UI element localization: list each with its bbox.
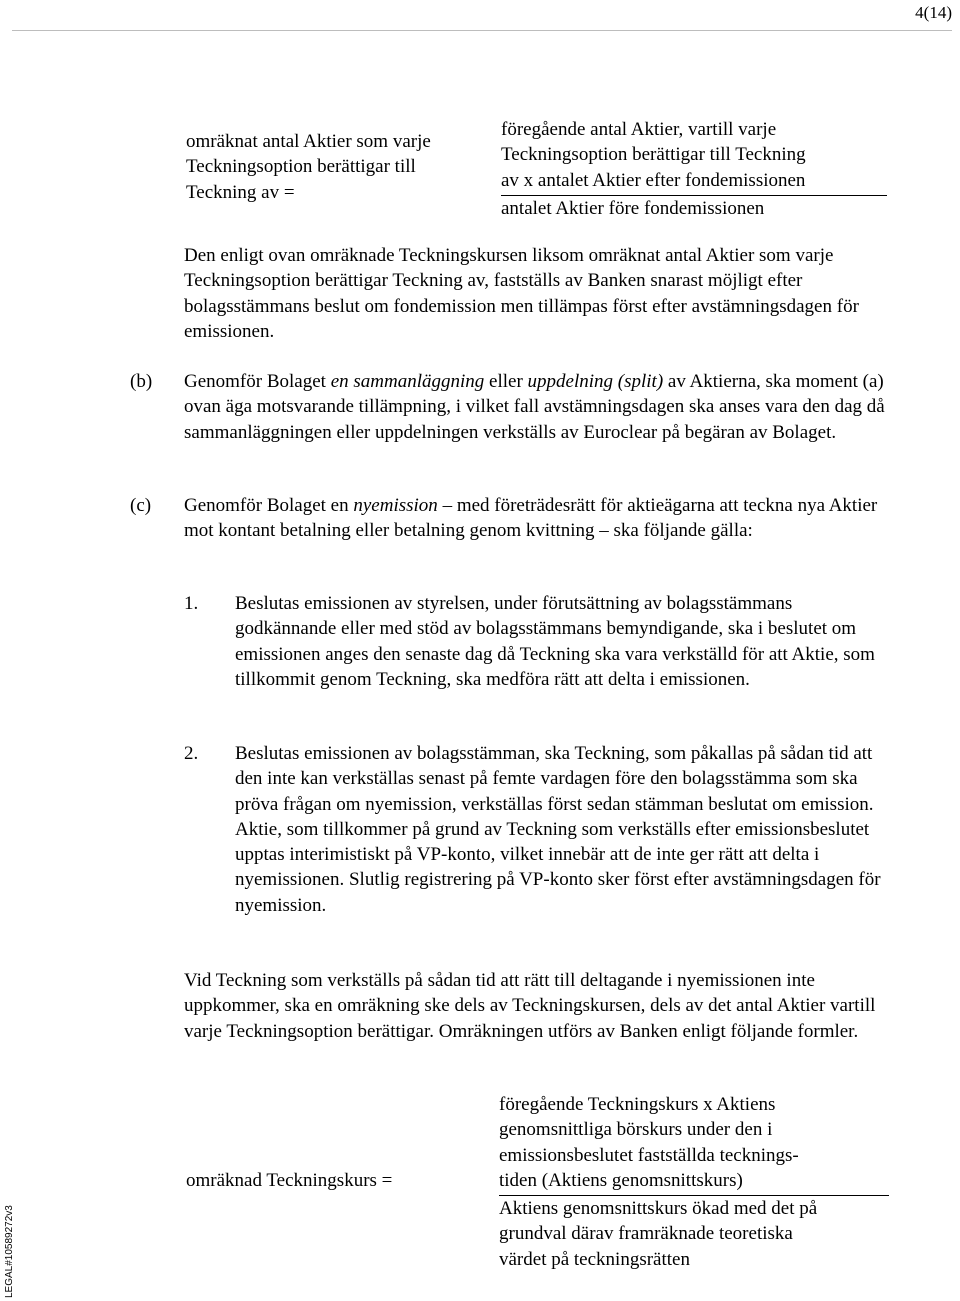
document-id-side-label: LEGAL#10589272v3: [4, 1205, 15, 1298]
item-b-em-sammanlaggning: en sammanläggning: [330, 371, 485, 392]
formula2-denominator-line: värdet på teckningsrätten: [499, 1248, 690, 1270]
paragraph-vid-teckning: Vid Teckning som verkställs på sådan tid att rätt till deltagande i nyemissionen inte uppkommer, ska en omräkning ske dels av Teckningskursen, dels av det antal Aktier vartill varje Teckningsoption berättigar. Omräkningen utförs av Banken enligt följande formler.: [184, 970, 876, 1042]
formula1-denominator: antalet Aktier före fondemissionen: [501, 197, 765, 219]
formula2-denominator-line: grundval därav framräknade teoretiska: [499, 1223, 793, 1245]
item-b-text: [184, 369, 904, 445]
formula1-lhs-line: Teckning av =: [186, 181, 295, 203]
formula2-fraction: [499, 1092, 889, 1272]
formula1-lhs: [186, 129, 486, 205]
sub-item-1-number: 1.: [184, 593, 199, 614]
formula2-numerator-line: tiden (Aktiens genomsnittskurs): [499, 1169, 743, 1191]
sub-item-1-text: Beslutas emissionen av styrelsen, under förutsättning av bolagsstämmans godkännande eller med stöd av bolagsstämmans bemyndigande, ska i beslutet om emissionen anges den senaste dag då Teckning ska vara verkställd för att Aktie, som tillkommit genom Teckning, ska medföra rätt att delta i emissionen.: [235, 593, 875, 690]
item-b-post: av Aktierna, ska moment (a) ovan äga motsvarande tillämpning, i vilket fall avstämningsdagen ska anses vara den dag då sammanläggningen eller uppdelningen verkställs av Euroclear på begäran av Bolaget.: [184, 371, 885, 443]
formula2-numerator-line: föregående Teckningskurs x Aktiens: [499, 1094, 776, 1115]
item-b-label: (b): [130, 371, 153, 392]
item-b-em-uppdelning: uppdelning (split): [527, 371, 664, 392]
formula1-numerator-line: Teckningsoption berättigar till Teckning: [501, 144, 806, 166]
formula2-denominator: [499, 1196, 889, 1272]
paragraph-fondemission: Den enligt ovan omräknade Teckningskursen liksom omräknat antal Aktier som varje Teckningsoption berättigar Teckning av, fastställs av Banken snarast möjligt efter bolagsstämmans beslut om fondemission men tillämpas först efter avstämningsdagen för emissionen.: [184, 245, 859, 342]
formula2-lhs: omräknad Teckningskurs =: [186, 1170, 393, 1191]
formula2-numerator-line: genomsnittliga börskurs under den i: [499, 1119, 773, 1141]
item-b-pre: Genomför Bolaget: [184, 371, 331, 392]
formula1-numerator: [501, 117, 887, 196]
item-b-mid: eller: [484, 371, 528, 392]
item-c-pre: Genomför Bolaget en: [184, 495, 354, 516]
item-c-post: – med företrädesrätt för aktieägarna att teckna nya Aktier mot kontant betalning eller betalning genom kvittning – ska följande gälla:: [184, 495, 878, 542]
item-c-em-nyemission: nyemission: [353, 495, 438, 516]
formula2-denominator-line: Aktiens genomsnittskurs ökad med det på: [499, 1198, 818, 1220]
page-number: 4(14): [915, 3, 952, 22]
formula2-numerator: [499, 1092, 889, 1196]
formula1-lhs-line: Teckningsoption berättigar till: [186, 156, 416, 178]
item-c-text: [184, 493, 904, 544]
header-divider: [12, 30, 952, 31]
formula1-fraction: [501, 117, 887, 221]
formula1-numerator-line: av x antalet Aktier efter fondemissionen: [501, 169, 806, 191]
item-c-label: (c): [130, 495, 152, 516]
formula1-lhs-line: omräknat antal Aktier som varje: [186, 131, 431, 152]
formula1-numerator-line: föregående antal Aktier, vartill varje: [501, 119, 777, 140]
sub-item-2-number: 2.: [184, 743, 199, 764]
formula2-numerator-line: emissionsbeslutet fastställda tecknings-: [499, 1144, 799, 1166]
sub-item-2-text: Beslutas emissionen av bolagsstämman, ska Teckning, som påkallas på sådan tid att den inte kan verkställas senast på femte vardagen före den bolagsstämma som ska pröva frågan om nyemission, verkställas först sedan stämman beslutat om emission. Aktie, som tillkommer på grund av Teckning som verkställs efter emissionsbeslutet upptas interimistiskt på VP-konto, vilket innebär att de inte ger rätt att delta i nyemissionen. Slutlig registrering på VP-konto sker först efter avstämningsdagen för nyemission.: [235, 743, 881, 916]
